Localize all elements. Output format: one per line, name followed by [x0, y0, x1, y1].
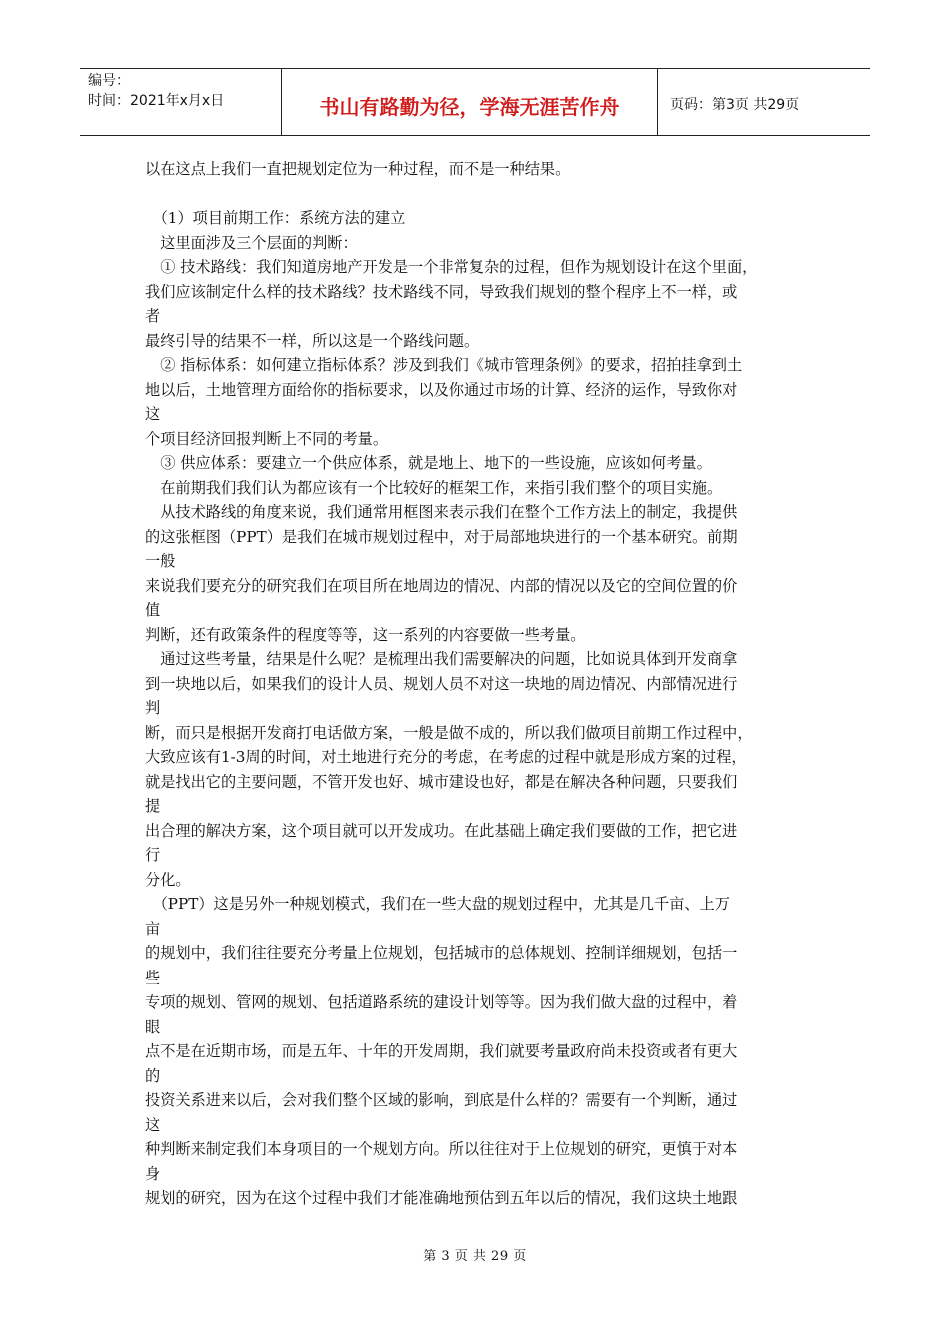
body-text-line: 眼: [145, 1017, 161, 1036]
body-text-line: 种判断来制定我们本身项目的一个规划方向。所以往往对于上位规划的研究，更慎于对本: [145, 1140, 738, 1158]
body-text-line: 我们应该制定什么样的技术路线？技术路线不同，导致我们规划的整个程序上不一样，或: [145, 282, 738, 301]
body-text-line: 的这张框图（PPT）是我们在城市规划过程中，对于局部地块进行的一个基本研究。前期: [145, 527, 738, 546]
paragraph-gap: [145, 182, 810, 207]
body-text-line: ③ 供应体系：要建立一个供应体系，就是地上、地下的一些设施，应该如何考量。: [145, 454, 712, 472]
body-text-line: 从技术路线的角度来说，我们通常用框图来表示我们在整个工作方法上的制定，我提供: [145, 503, 738, 521]
page-footer: 第 3 页 共 29 页: [423, 1249, 527, 1264]
body-text-line: ② 指标体系：如何建立指标体系？涉及到我们《城市管理条例》的要求，招拍挂拿到土: [145, 356, 743, 374]
document-date-label: 时间：2021年x月x日: [88, 93, 225, 109]
body-text-line: 专项的规划、管网的规划、包括道路系统的建设计划等等。因为我们做大盘的过程中，着: [145, 993, 738, 1011]
body-text-line: 这: [145, 405, 161, 423]
body-text-line: 判: [145, 699, 161, 717]
body-text-line: 行: [145, 846, 161, 864]
body-text-line: 投资关系进来以后，会对我们整个区域的影响，到底是什么样的？需要有一个判断，通过: [145, 1091, 738, 1109]
body-text-line: ① 技术路线：我们知道房地产开发是一个非常复杂的过程，但作为规划设计在这个里面，: [145, 258, 758, 276]
body-text-line: 者: [145, 307, 161, 325]
body-text-line: 点不是在近期市场，而是五年、十年的开发周期，我们就要考量政府尚未投资或者有更大: [145, 1042, 738, 1060]
document-body: [145, 157, 810, 1211]
body-text-line: 在前期我们我们认为都应该有一个比较好的框架工作，来指引我们整个的项目实施。: [145, 478, 723, 497]
header-motto: 书山有路勤为径，学海无涯苦作舟: [282, 69, 658, 135]
body-text-line: 断，而只是根据开发商打电话做方案，一般是做不成的，所以我们做项目前期工作过程中，: [145, 723, 753, 742]
body-text-line: 的: [145, 1066, 161, 1085]
body-text-line: 来说我们要充分的研究我们在项目所在地周边的情况、内部的情况以及它的空间位置的价: [145, 576, 738, 595]
body-text-line: 规划的研究，因为在这个过程中我们才能准确地预估到五年以后的情况，我们这块土地跟: [145, 1189, 738, 1207]
body-text-line: 这里面涉及三个层面的判断：: [145, 233, 358, 252]
body-text-line: 判断，还有政策条件的程度等等，这一系列的内容要做一些考量。: [145, 625, 586, 644]
body-text-line: 值: [145, 601, 161, 619]
body-text-line: 地以后，土地管理方面给你的指标要求，以及你通过市场的计算、经济的运作，导致你对: [145, 380, 738, 399]
document-number-label: 编号：: [88, 73, 130, 89]
body-text-line: 以在这点上我们一直把规划定位为一种过程，而不是一种结果。: [145, 160, 571, 178]
header-page-info: 页码：第3页 共29页: [670, 97, 800, 113]
body-text-line: 通过这些考量，结果是什么呢？是梳理出我们需要解决的问题，比如说具体到开发商拿: [145, 650, 738, 668]
body-text-line: 亩: [145, 919, 161, 938]
body-text-line: 分化。: [145, 870, 191, 889]
body-text-line: 个项目经济回报判断上不同的考量。: [145, 429, 388, 448]
body-text-line: 身: [145, 1164, 161, 1183]
header-meta-cell: [80, 69, 282, 135]
body-text-line: 提: [145, 797, 161, 815]
body-text-line: （PPT）这是另外一种规划模式，我们在一些大盘的规划过程中，尤其是几千亩、上万: [145, 895, 730, 913]
body-text-line: （1）项目前期工作：系统方法的建立: [145, 209, 406, 227]
body-text-line: 最终引导的结果不一样，所以这是一个路线问题。: [145, 331, 480, 350]
body-text-line: 的规划中，我们往往要充分考量上位规划，包括城市的总体规划、控制详细规划，包括一: [145, 944, 738, 962]
page-header: [80, 68, 870, 136]
body-text-line: 出合理的解决方案，这个项目就可以开发成功。在此基础上确定我们要做的工作，把它进: [145, 821, 738, 840]
body-text-line: 到一块地以后，如果我们的设计人员、规划人员不对这一块地的周边情况、内部情况进行: [145, 674, 738, 693]
body-text-line: 一般: [145, 552, 176, 570]
body-text-line: 就是找出它的主要问题，不管开发也好、城市建设也好，都是在解决各种问题，只要我们: [145, 772, 738, 791]
body-text-line: 些: [145, 968, 161, 987]
body-text-line: 大致应该有1-3周的时间，对土地进行充分的考虑，在考虑的过程中就是形成方案的过程，: [145, 748, 747, 766]
body-text-line: 这: [145, 1115, 161, 1134]
